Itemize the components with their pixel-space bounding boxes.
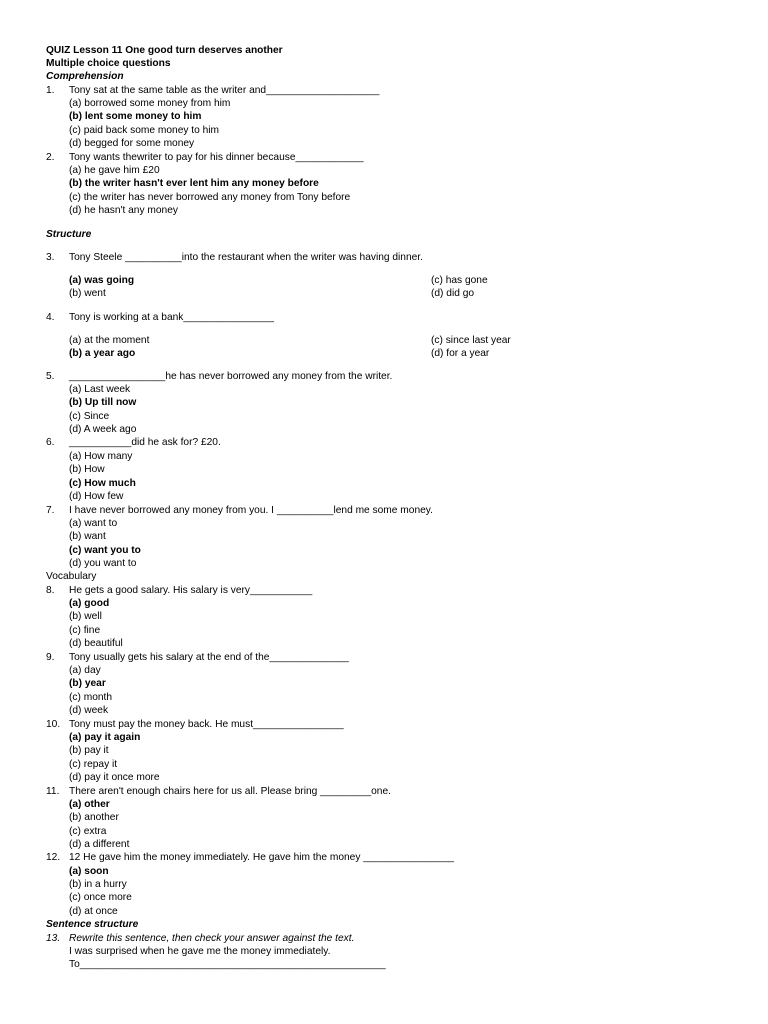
q3-text: Tony Steele __________into the restaurant when the writer was having dinner. [69, 252, 423, 263]
q1-text: Tony sat at the same table as the writer and____________________ [69, 85, 380, 96]
q11-option-a: (a) other [69, 799, 110, 810]
q5-option-d: (d) A week ago [69, 424, 137, 435]
q11-option-d: (d) a different [69, 839, 130, 850]
q5-option-c: (c) Since [69, 411, 110, 422]
q12-text: 12 He gave him the money immediately. He gave him the money ________________ [69, 852, 454, 863]
q2-number: 2. [46, 152, 55, 163]
document-subtitle: Multiple choice questions [46, 58, 171, 69]
q5-text: _________________he has never borrowed any money from the writer. [69, 371, 393, 382]
q1-number: 1. [46, 85, 55, 96]
q4-option-c: (c) since last year [431, 335, 511, 346]
q12-option-a: (a) soon [69, 866, 109, 877]
q13-number: 13. [46, 933, 61, 944]
q4-text: Tony is working at a bank________________ [69, 312, 275, 323]
q9-option-b: (b) year [69, 678, 106, 689]
q6-option-a: (a) How many [69, 451, 133, 462]
document-title: QUIZ Lesson 11 One good turn deserves another [46, 45, 283, 56]
q4-number: 4. [46, 312, 55, 323]
q4-option-d: (d) for a year [431, 348, 490, 359]
q10-option-d: (d) pay it once more [69, 772, 160, 783]
q9-option-d: (d) week [69, 705, 109, 716]
section-structure: Structure [46, 229, 92, 240]
section-vocabulary: Vocabulary [46, 571, 97, 582]
q6-option-d: (d) How few [69, 491, 124, 502]
q9-text: Tony usually gets his salary at the end of the______________ [69, 652, 349, 663]
q12-option-c: (c) once more [69, 892, 132, 903]
q11-option-b: (b) another [69, 812, 119, 823]
q8-option-a: (a) good [69, 598, 110, 609]
q13-text: Rewrite this sentence, then check your answer against the text. [69, 933, 355, 944]
q2-text: Tony wants thewriter to pay for his dinner because____________ [69, 152, 364, 163]
q3-option-b: (b) went [69, 288, 106, 299]
q8-option-b: (b) well [69, 611, 102, 622]
q6-text: ___________did he ask for? £20. [69, 437, 221, 448]
q1-option-b: (b) lent some money to him [69, 111, 202, 122]
q9-option-c: (c) month [69, 692, 113, 703]
q6-number: 6. [46, 437, 55, 448]
q6-option-c: (c) How much [69, 478, 136, 489]
q7-option-c: (c) want you to [69, 545, 141, 556]
q7-option-b: (b) want [69, 531, 106, 542]
q3-number: 3. [46, 252, 55, 263]
q1-option-d: (d) begged for some money [69, 138, 195, 149]
q13-sentence: I was surprised when he gave me the money immediately. [69, 946, 331, 957]
section-comprehension: Comprehension [46, 71, 124, 82]
q2-option-c: (c) the writer has never borrowed any money from Tony before [69, 192, 351, 203]
q11-number: 11. [46, 786, 60, 797]
q4-option-b: (b) a year ago [69, 348, 136, 359]
q2-option-b: (b) the writer hasn't ever lent him any money before [69, 178, 319, 189]
q7-number: 7. [46, 505, 55, 516]
q6-option-b: (b) How [69, 464, 105, 475]
q1-option-a: (a) borrowed some money from him [69, 98, 231, 109]
q12-number: 12. [46, 852, 61, 863]
q12-option-d: (d) at once [69, 906, 118, 917]
q3-option-c: (c) has gone [431, 275, 488, 286]
q5-option-b: (b) Up till now [69, 397, 137, 408]
q10-option-c: (c) repay it [69, 759, 118, 770]
q5-option-a: (a) Last week [69, 384, 131, 395]
q11-text: There aren't enough chairs here for us all. Please bring _________one. [69, 786, 391, 797]
q7-option-d: (d) you want to [69, 558, 137, 569]
q13-answer-line: To______________________________________________________ [69, 959, 386, 970]
q3-option-d: (d) did go [431, 288, 475, 299]
q9-number: 9. [46, 652, 55, 663]
q8-option-d: (d) beautiful [69, 638, 123, 649]
q12-option-b: (b) in a hurry [69, 879, 127, 890]
q10-text: Tony must pay the money back. He must________________ [69, 719, 344, 730]
q3-option-a: (a) was going [69, 275, 135, 286]
q8-text: He gets a good salary. His salary is very___________ [69, 585, 313, 596]
q10-option-a: (a) pay it again [69, 732, 141, 743]
q10-option-b: (b) pay it [69, 745, 109, 756]
q1-option-c: (c) paid back some money to him [69, 125, 220, 136]
q8-option-c: (c) fine [69, 625, 101, 636]
q2-option-d: (d) he hasn't any money [69, 205, 178, 216]
q5-number: 5. [46, 371, 55, 382]
q2-option-a: (a) he gave him £20 [69, 165, 160, 176]
q8-number: 8. [46, 585, 55, 596]
q7-text: I have never borrowed any money from you. I __________lend me some money. [69, 505, 433, 516]
q9-option-a: (a) day [69, 665, 101, 676]
section-sentence-structure: Sentence structure [46, 919, 139, 930]
q4-option-a: (a) at the moment [69, 335, 150, 346]
q7-option-a: (a) want to [69, 518, 118, 529]
q10-number: 10. [46, 719, 61, 730]
q11-option-c: (c) extra [69, 826, 107, 837]
